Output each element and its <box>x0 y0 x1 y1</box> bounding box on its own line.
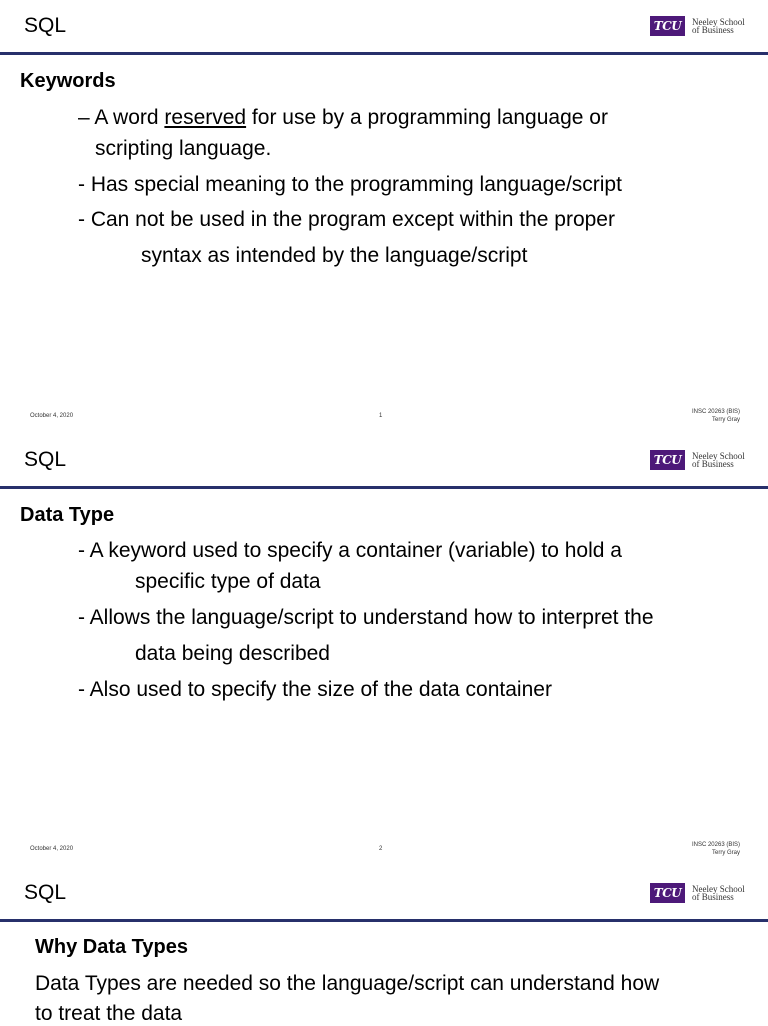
body-line-2: to treat the data <box>35 1002 183 1025</box>
bullet-1: – A word reserved for use by a programming language or <box>78 106 608 129</box>
logo-text: Neeley School of Business <box>692 884 745 902</box>
bullet-1: - A keyword used to specify a container (variable) to hold a <box>78 539 622 562</box>
slide-heading: Why Data Types <box>35 936 188 958</box>
slide-heading: Data Type <box>20 504 115 526</box>
body-line-1: Data Types are needed so the language/script can understand how <box>35 972 660 995</box>
slide-title: SQL <box>24 14 67 37</box>
logo-text: Neeley School of Business <box>692 451 745 469</box>
footer-course: INSC 20263 (BIS) Terry Gray <box>691 842 740 856</box>
footer-course: INSC 20263 (BIS) Terry Gray <box>691 409 740 423</box>
bullet-2: - Has special meaning to the programming language/script <box>78 173 622 196</box>
footer-date: October 4, 2020 <box>30 846 74 852</box>
footer-page-number: 1 <box>379 413 383 419</box>
slide-2 <box>0 434 768 866</box>
bullet-3: - Can not be used in the program except within the proper <box>78 208 615 231</box>
footer-date: October 4, 2020 <box>30 413 74 419</box>
header-rule <box>0 52 768 55</box>
bullet-3: - Also used to specify the size of the data container <box>78 678 552 701</box>
bullet-1-continuation: specific type of data <box>135 570 321 593</box>
bullet-2: - Allows the language/script to understand how to interpret the <box>78 606 654 629</box>
tcu-logo-mark: TCU <box>650 16 685 36</box>
logo-text: Neeley School of Business <box>692 17 745 35</box>
header-rule <box>0 486 768 489</box>
slide-1 <box>0 0 768 432</box>
bullet-1-continuation: scripting language. <box>95 137 272 160</box>
tcu-logo-mark: TCU <box>650 450 685 470</box>
slide-heading: Keywords <box>20 70 116 92</box>
footer-page-number: 2 <box>379 846 383 852</box>
tcu-neeley-logo <box>650 883 745 903</box>
bullet-3-continuation: syntax as intended by the language/script <box>141 244 528 267</box>
tcu-neeley-logo <box>650 450 745 470</box>
underlined-term: reserved <box>164 106 247 129</box>
tcu-logo-mark: TCU <box>650 883 685 903</box>
tcu-neeley-logo <box>650 16 745 36</box>
slide-title: SQL <box>24 448 67 471</box>
slide-3 <box>0 867 768 1024</box>
slide-title: SQL <box>24 881 67 904</box>
bullet-2-continuation: data being described <box>135 642 330 665</box>
header-rule <box>0 919 768 922</box>
